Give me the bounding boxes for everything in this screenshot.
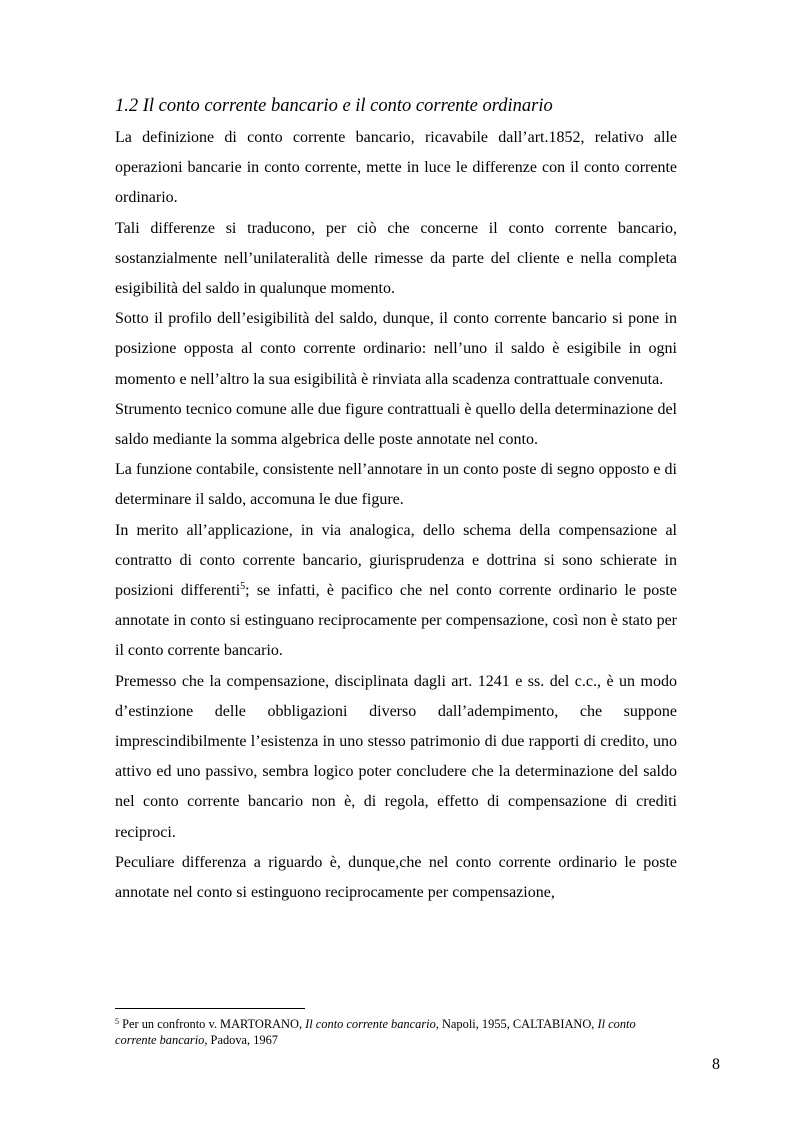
footnote-title-2: Il conto corrente bancario, (115, 1017, 636, 1047)
paragraph-8: Peculiare differenza a riguardo è, dunque,che nel conto corrente ordinario le poste annotate nel conto si estinguono reciprocamente per compensazione, (115, 853, 677, 902)
paragraph-2: Tali differenze si traducono, per ciò che concerne il conto corrente bancario, sostanzialmente nell’unilateralità delle rimesse da parte del cliente e nella completa esigibilità del saldo in qualunque momento. (115, 219, 677, 298)
paragraph-6-text-b: ; se infatti, è pacifico che nel conto corrente ordinario le poste annotate in conto si estinguano reciprocamente per compensazione, così non è stato per il conto corrente bancario. (115, 582, 677, 660)
paragraph-7: Premesso che la compensazione, disciplinata dagli art. 1241 e ss. del c.c., è un modo d’estinzione delle obbligazioni diverso dall’adempimento, che suppone imprescindibilmente l’esistenza in uno stesso patrimonio di due rapporti di credito, uno attivo ed uno passivo, sembra logico poter concludere che la determinazione del saldo nel conto corrente bancario non è, di regola, effetto di compensazione di crediti reciproci. (115, 672, 677, 841)
footnote-mark: 5 (115, 1017, 119, 1026)
paragraph-5: La funzione contabile, consistente nell’annotare in un conto poste di segno opposto e di determinare il saldo, accomuna le due figure. (115, 461, 677, 509)
paragraph-1: La definizione di conto corrente bancario, ricavabile dall’art.1852, relativo alle operazioni bancarie in conto corrente, mette in luce le differenze con il conto corrente ordinario. (115, 129, 677, 207)
footnote-title-1: Il conto corrente bancario, (305, 1017, 439, 1031)
footnote-reference-5[interactable]: 5 (240, 581, 246, 593)
footnote-mid: Napoli, 1955, CALTABIANO, (438, 1017, 598, 1031)
paragraph-4: Strumento tecnico comune alle due figure contrattuali è quello della determinazione del saldo mediante la somma algebrica delle poste annotate nel conto. (115, 400, 677, 449)
paragraph-6-text-a: In merito all’applicazione, in via analogica, dello schema della compensazione al contratto di conto corrente bancario, giurisprudenza e dottrina si sono schierate in posizioni differenti (115, 521, 677, 600)
footnote-separator (115, 1008, 305, 1009)
body-text (115, 123, 677, 908)
footnote-lead: Per un confronto v. MARTORANO, (119, 1017, 306, 1031)
footnote-tail: Padova, 1967 (207, 1032, 279, 1047)
section-heading: 1.2 Il conto corrente bancario e il conto corrente ordinario (115, 96, 553, 116)
page-number: 8 (712, 1056, 720, 1073)
paragraph-3: Sotto il profilo dell’esigibilità del saldo, dunque, il conto corrente bancario si pone in posizione opposta al conto corrente ordinario: nell’uno il saldo è esigibile in ogni momento e nell’altro la sua esigibilità è rinviata alla scadenza contrattuale convenuta. (115, 310, 677, 388)
paragraph-6 (115, 516, 677, 667)
footnote-5 (115, 1017, 677, 1048)
